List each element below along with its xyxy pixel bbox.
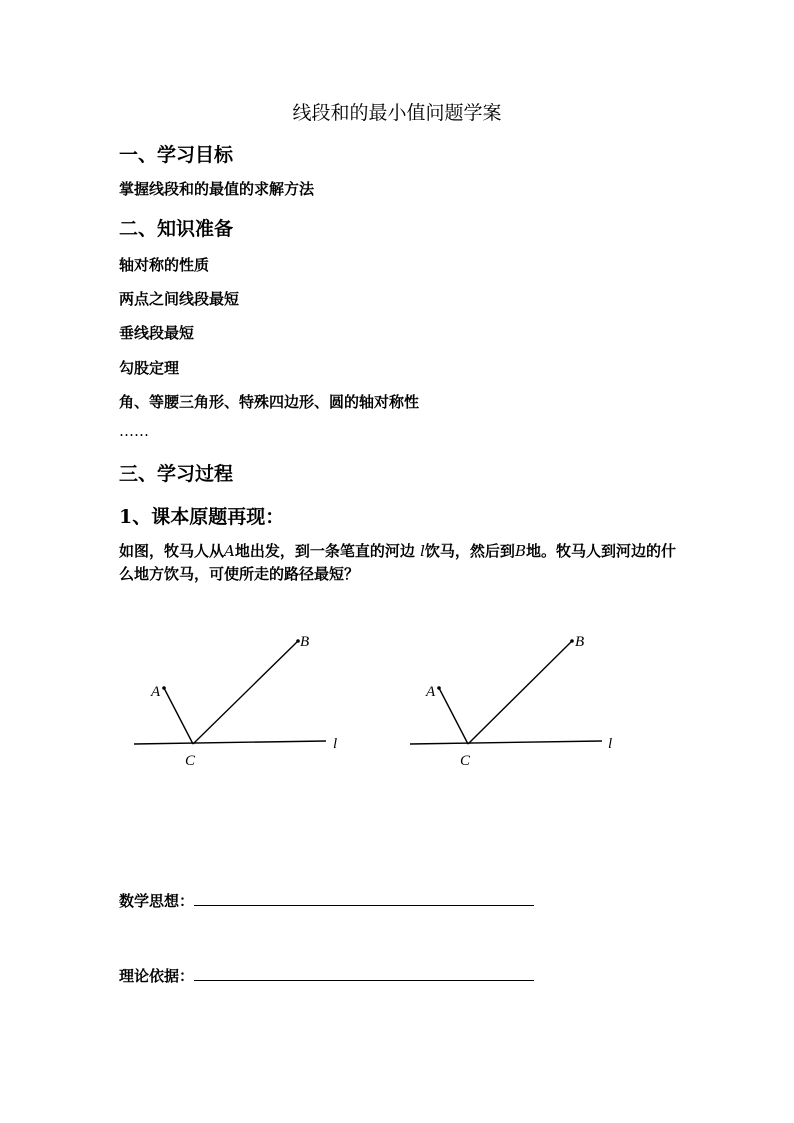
label-c: C [460,753,471,769]
problem-statement [119,540,689,586]
geometry-figures [0,600,794,790]
problem-text-1: 如图，牧马人从 [119,542,225,560]
section-heading-preparation: 二、知识准备 [119,218,234,240]
prep-item: 垂线段最短 [119,324,195,342]
theory-basis-row [119,965,534,986]
theory-basis-label: 理论依据： [119,967,195,985]
river-line-l [410,741,602,744]
prep-item: 勾股定理 [119,359,180,377]
math-thought-row [119,890,534,911]
river-l-ref: l [420,542,425,560]
label-c: C [185,753,196,769]
problem-text-4: 地。牧马人到河边的什么地方饮马，可使所走的路径最短？ [119,542,676,583]
point-a-dot [162,686,166,690]
prep-item: 轴对称的性质 [119,256,210,274]
label-a: A [426,684,436,700]
label-l: l [333,736,338,752]
segment-ac [164,688,193,744]
theory-basis-blank[interactable] [194,966,534,981]
figure-right [410,634,612,769]
segment-ac [439,688,468,744]
problem-text-2: 地出发，到一条笔直的河边 [234,542,415,560]
figure-left [134,634,337,769]
point-b-dot [570,639,574,643]
prep-item: 角、等腰三角形、特殊四边形、圆的轴对称性 [119,393,420,411]
section-heading-goals: 一、学习目标 [119,144,234,166]
math-thought-blank[interactable] [194,891,534,906]
goal-text: 掌握线段和的最值的求解方法 [119,180,315,198]
prep-item: 两点之间线段最短 [119,290,240,308]
point-a-dot [437,686,441,690]
math-thought-label: 数学思想： [119,892,195,910]
problem-text-3: 饮马，然后到 [424,542,515,560]
label-a: A [151,684,161,700]
label-b: B [300,634,310,650]
point-a-ref: A [224,542,235,560]
point-b-ref: B [514,542,526,560]
river-line-l [134,741,326,744]
prep-item-ellipsis: …… [119,422,149,440]
subheading-textbook-problem: 1、课本原题再现： [119,506,285,528]
segment-cb [193,641,298,744]
page-title: 线段和的最小值问题学案 [292,102,502,124]
label-b: B [575,634,585,650]
segment-cb [468,641,572,744]
section-heading-process: 三、学习过程 [119,463,234,485]
label-l: l [608,736,613,752]
